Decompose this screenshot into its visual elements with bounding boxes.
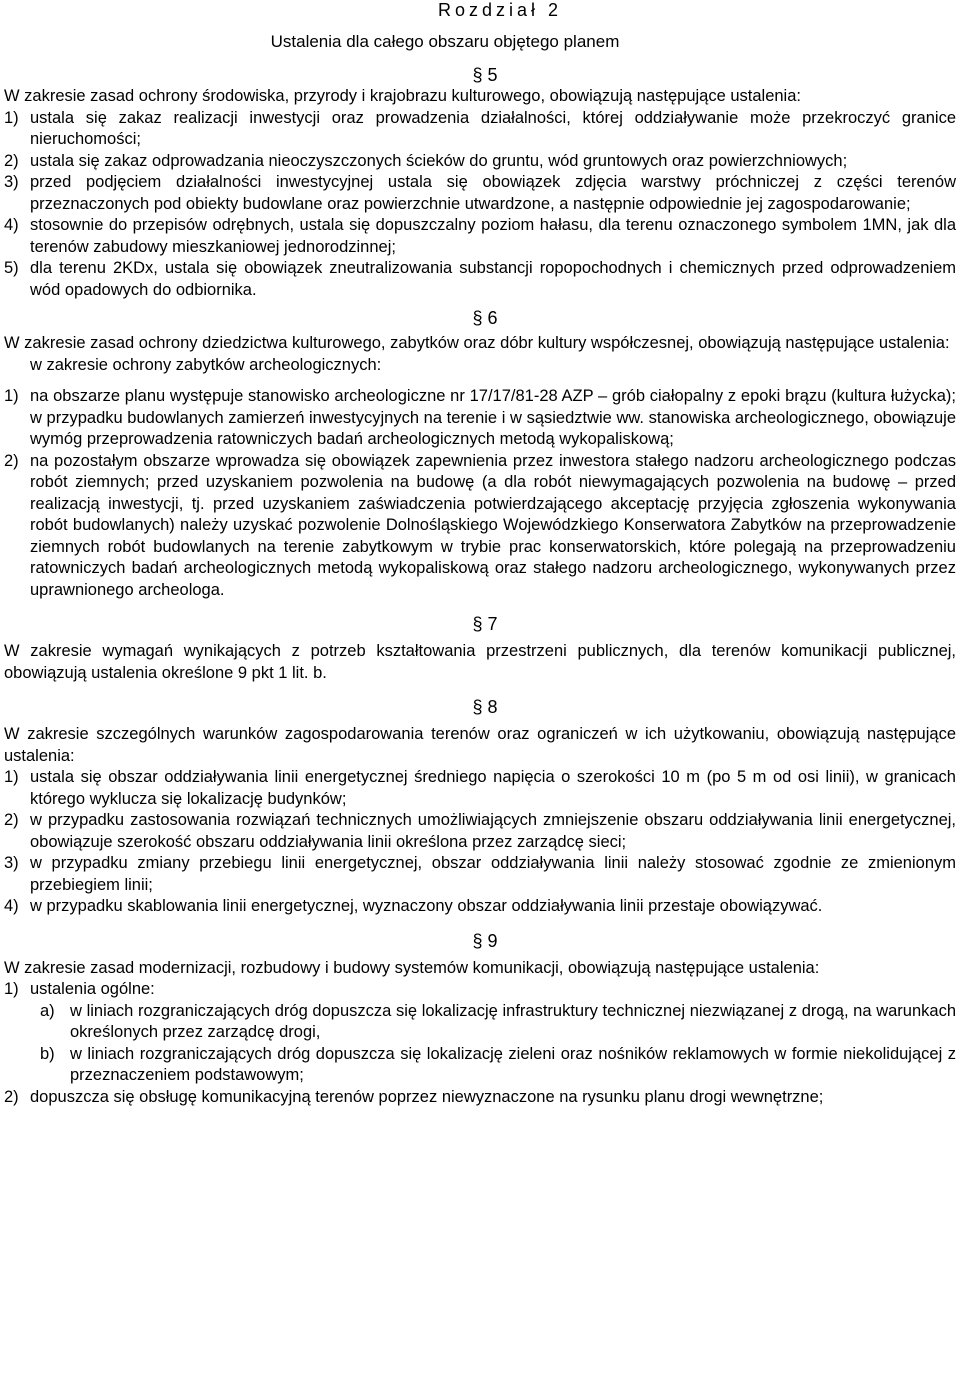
item-number: 1)	[4, 387, 19, 405]
subitem-text: w liniach rozgraniczających dróg dopuszcza się lokalizację infrastruktury technicznej niezwiązanej z drogą, na warunkach określonych przez zarządcę drogi,	[70, 1001, 956, 1041]
section-sign-8: § 8	[472, 697, 498, 717]
sublist-item	[30, 1001, 956, 1044]
item-text: dla terenu 2KDx, ustala się obowiązek zneutralizowania substancji ropopochodnych i chemicznych przed odprowadzeniem wód opadowych do odbiornika.	[30, 259, 956, 299]
subitem-text: w liniach rozgraniczających dróg dopuszcza się lokalizację zieleni oraz nośników reklamowych w formie niekolidującej z przeznaczeniem podstawowym;	[70, 1044, 956, 1084]
section-5-intro: W zakresie zasad ochrony środowiska, przyrody i krajobrazu kulturowego, obowiązują następujące ustalenia:	[4, 87, 801, 105]
list-item	[4, 108, 956, 151]
item-number: 5)	[4, 259, 19, 277]
list-item	[4, 853, 956, 896]
list-item	[4, 151, 956, 173]
section-sign-6: § 6	[472, 308, 498, 328]
item-text: ustalenia ogólne:	[30, 980, 155, 998]
chapter-subtitle: Ustalenia dla całego obszaru objętego planem	[270, 32, 620, 51]
sublist-item	[30, 1044, 956, 1087]
list-item	[4, 1087, 956, 1109]
section-8-intro: W zakresie szczególnych warunków zagospodarowania terenów oraz ograniczeń w ich użytkowaniu, obowiązują następujące ustalenia:	[4, 725, 956, 765]
section-sign-5: § 5	[472, 65, 498, 85]
item-text: stosownie do przepisów odrębnych, ustala się dopuszczalny poziom hałasu, dla terenu oznaczonego symbolem 1MN, jak dla terenów zabudowy mieszkaniowej jednorodzinnej;	[30, 216, 956, 256]
section-6-subheading: w zakresie ochrony zabytków archeologicznych:	[30, 355, 382, 374]
item-number: 1)	[4, 980, 19, 998]
list-item	[4, 258, 956, 301]
document-page	[4, 0, 956, 1108]
item-number: 2)	[4, 151, 19, 170]
item-number: 1)	[4, 768, 19, 786]
section-5-list	[4, 108, 956, 302]
section-9-sublist	[30, 1001, 956, 1087]
subitem-letter: b)	[40, 1044, 55, 1063]
list-item	[4, 215, 956, 258]
section-9-intro: W zakresie zasad modernizacji, rozbudowy i budowy systemów komunikacji, obowiązują następujące ustalenia:	[4, 958, 820, 977]
item-number: 2)	[4, 451, 19, 470]
list-item	[4, 979, 956, 1001]
subitem-letter: a)	[40, 1001, 55, 1020]
list-item	[4, 172, 956, 215]
section-sign-9: § 9	[472, 930, 498, 951]
item-text: przed podjęciem działalności inwestycyjnej ustala się obowiązek zdjęcia warstwy próchniczej z części terenów przeznaczonych pod obiekty budowlane oraz powierzchnie utwardzone, a następnie odpowiednie jej zagospodarowanie;	[30, 173, 956, 213]
item-text: na obszarze planu występuje stanowisko archeologiczne nr 17/17/81-28 AZP – grób ciałopalny z epoki brązu (kultura łużycka); w przypadku budowlanych zamierzeń inwestycyjnych na terenie i w sąsiedztwie ww. stanowiska archeologicznego, obowiązuje wymóg przeprowadzenia ratowniczych badań archeologicznych metodą wykopaliskową;	[30, 387, 956, 448]
item-text: na pozostałym obszarze wprowadza się obowiązek zapewnienia przez inwestora stałego nadzoru archeologicznego podczas robót ziemnych; przed uzyskaniem pozwolenia na budowę (a dla robót niewymagających pozwolenia na budowę – przed realizacją inwestycji, tj. przed uzyskaniem zaświadczenia potwierdzającego akceptację przyjęcia zgłoszenia wykonywania robót budowlanych) należy uzyskać pozwolenie Dolnośląskiego Wojewódzkiego Konserwatora Zabytków na przeprowadzenie ziemnych robót budowlanych na terenie zabytkowym w trybie prac konserwatorskich, które polegają na przeprowadzeniu ratowniczych badań archeologicznych metodą wykopaliskową oraz stałego nadzoru archeologicznego, wykonywanych przez uprawnionego archeologa.	[30, 451, 956, 599]
item-number: 3)	[4, 854, 19, 872]
item-number: 1)	[4, 108, 19, 127]
item-number: 4)	[4, 216, 19, 234]
section-7-intro: W zakresie wymagań wynikających z potrzeb kształtowania przestrzeni publicznych, dla terenów komunikacji publicznej, obowiązują ustalenia określone 9 pkt 1 lit. b.	[4, 642, 956, 682]
item-number: 3)	[4, 173, 19, 191]
list-item	[4, 767, 956, 810]
section-9-list	[4, 979, 956, 1108]
item-text: dopuszcza się obsługę komunikacyjną terenów poprzez niewyznaczone na rysunku planu drogi wewnętrzne;	[30, 1087, 824, 1106]
item-text: ustala się obszar oddziaływania linii energetycznej średniego napięcia o szerokości 10 m (po 5 m od osi linii), w granicach którego wyklucza się lokalizację budynków;	[30, 768, 956, 808]
sublist-container	[4, 1001, 956, 1087]
section-6-list	[4, 386, 956, 601]
section-6-intro: W zakresie zasad ochrony dziedzictwa kulturowego, zabytków oraz dóbr kultury współczesnej, obowiązują następujące ustalenia:	[4, 334, 950, 352]
item-text: w przypadku zastosowania rozwiązań technicznych umożliwiających zmniejszenie obszaru oddziaływania linii energetycznej, obowiązuje szerokość obszaru oddziaływania linii określona przez zarządcę sieci;	[30, 811, 956, 851]
item-text: ustala się zakaz odprowadzania nieoczyszczonych ścieków do gruntu, wód gruntowych oraz powierzchniowych;	[30, 151, 848, 170]
list-item	[4, 896, 956, 918]
chapter-heading: Rozdział 2	[437, 0, 563, 20]
list-item	[4, 386, 956, 451]
section-8-list	[4, 767, 956, 918]
item-text: w przypadku zmiany przebiegu linii energetycznej, obszar oddziaływania linii należy stosować zgodnie ze zmienionym przebiegiem linii;	[30, 854, 956, 894]
item-number: 2)	[4, 811, 19, 829]
item-number: 2)	[4, 1087, 19, 1106]
list-item	[4, 451, 956, 602]
item-text: w przypadku skablowania linii energetycznej, wyznaczony obszar oddziaływania linii przestaje obowiązywać.	[30, 897, 823, 915]
item-text: ustala się zakaz realizacji inwestycji oraz prowadzenia działalności, której oddziaływanie może przekroczyć granice nieruchomości;	[30, 108, 956, 148]
list-item	[4, 810, 956, 853]
section-sign-7: § 7	[472, 614, 498, 634]
item-number: 4)	[4, 897, 19, 915]
